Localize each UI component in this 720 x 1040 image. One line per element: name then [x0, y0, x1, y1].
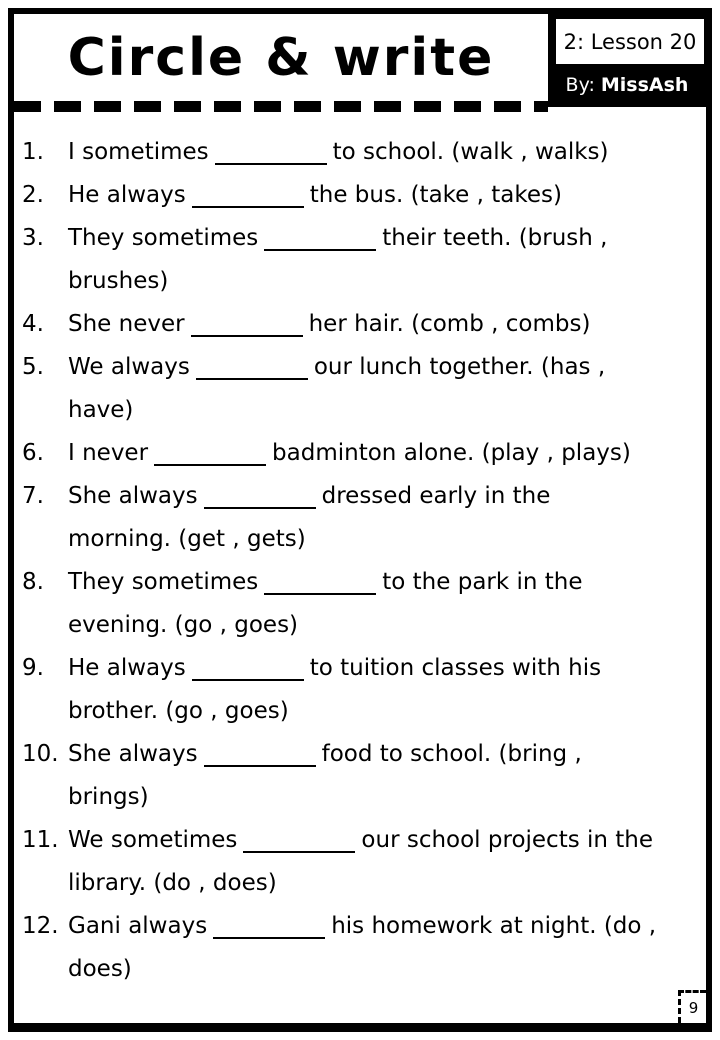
item-sentence [68, 174, 692, 217]
item-sentence [68, 475, 692, 561]
sentence-start: I sometimes [68, 139, 209, 165]
item-number: 9. [22, 655, 44, 681]
title-area [14, 14, 548, 102]
item-number: 5. [22, 354, 44, 380]
sentence-wrap-line: have) [68, 397, 134, 423]
item-sentence [68, 647, 692, 733]
item-sentence [68, 303, 692, 346]
answer-blank [196, 354, 308, 380]
exercise-item-4 [22, 303, 706, 346]
sentence-wrap-line: does) [68, 956, 132, 982]
answer-blank [243, 827, 355, 853]
sentence-start: She never [68, 311, 185, 337]
answer-blank [213, 913, 325, 939]
answer-blank [191, 311, 303, 337]
item-number: 4. [22, 311, 44, 337]
exercise-item-6 [22, 432, 706, 475]
sentence-wrap-line: library. (do , does) [68, 870, 277, 896]
author-line [548, 64, 706, 106]
sentence-start: She always [68, 741, 198, 767]
sentence-end: badminton alone. (play , plays) [272, 440, 631, 466]
sentence-wrap-line: brings) [68, 784, 149, 810]
worksheet-header [14, 14, 706, 112]
sentence-end: his homework at night. (do , [331, 913, 657, 939]
item-number: 7. [22, 483, 44, 509]
sentence-end: our lunch together. (has , [313, 354, 606, 380]
item-sentence [68, 131, 692, 174]
sentence-wrap-line: evening. (go , goes) [68, 612, 299, 638]
exercise-item-9 [22, 647, 706, 733]
author-name: MissAsh [600, 74, 689, 96]
answer-blank [204, 741, 316, 767]
exercise-item-5 [22, 346, 706, 432]
sentence-wrap-line: brushes) [68, 268, 169, 294]
answer-blank [264, 569, 376, 595]
exercise-item-7 [22, 475, 706, 561]
item-sentence [68, 819, 692, 905]
sentence-start: They sometimes [68, 225, 259, 251]
sentence-start: We sometimes [68, 827, 238, 853]
exercise-item-10 [22, 733, 706, 819]
sentence-start: He always [68, 655, 186, 681]
lesson-label: 2: Lesson 20 [556, 19, 704, 64]
item-number: 6. [22, 440, 44, 466]
sentence-start: Gani always [68, 913, 208, 939]
item-sentence [68, 432, 692, 475]
sentence-end: food to school. (bring , [321, 741, 582, 767]
sentence-end: their teeth. (brush , [382, 225, 608, 251]
exercise-item-12 [22, 905, 706, 991]
sentence-start: I never [68, 440, 149, 466]
sentence-start: They sometimes [68, 569, 259, 595]
sentence-start: We always [68, 354, 190, 380]
sentence-wrap-line: brother. (go , goes) [68, 698, 289, 724]
page-number: 9 [688, 999, 699, 1017]
exercise-item-3 [22, 217, 706, 303]
item-number: 8. [22, 569, 44, 595]
sentence-end: our school projects in the [361, 827, 654, 853]
answer-blank [264, 225, 376, 251]
exercise-item-1 [22, 131, 706, 174]
answer-blank [204, 483, 316, 509]
lesson-badge [548, 14, 706, 107]
item-number: 1. [22, 139, 44, 165]
sentence-start: She always [68, 483, 198, 509]
dashed-divider [14, 101, 548, 112]
sentence-start: He always [68, 182, 186, 208]
sentence-end: to tuition classes with his [309, 655, 602, 681]
sentence-end: to the park in the [382, 569, 583, 595]
exercise-item-2 [22, 174, 706, 217]
item-number: 11. [22, 827, 59, 853]
exercise-list [14, 112, 706, 991]
sentence-end: dressed early in the [321, 483, 551, 509]
sentence-end: to school. (walk , walks) [332, 139, 609, 165]
item-sentence [68, 905, 692, 991]
item-number: 2. [22, 182, 44, 208]
answer-blank [215, 139, 327, 165]
item-sentence [68, 733, 692, 819]
exercise-item-8 [22, 561, 706, 647]
by-label: By: [565, 74, 595, 96]
page-title: Circle & write [67, 28, 495, 88]
answer-blank [154, 440, 266, 466]
item-number: 12. [22, 913, 59, 939]
item-number: 3. [22, 225, 44, 251]
sentence-wrap-line: morning. (get , gets) [68, 526, 306, 552]
sentence-end: the bus. (take , takes) [309, 182, 562, 208]
sentence-end: her hair. (comb , combs) [308, 311, 591, 337]
item-sentence [68, 217, 692, 303]
item-number: 10. [22, 741, 59, 767]
exercise-item-11 [22, 819, 706, 905]
page-number-box [678, 990, 706, 1023]
worksheet-page [8, 8, 712, 1032]
answer-blank [192, 182, 304, 208]
item-sentence [68, 346, 692, 432]
item-sentence [68, 561, 692, 647]
answer-blank [192, 655, 304, 681]
